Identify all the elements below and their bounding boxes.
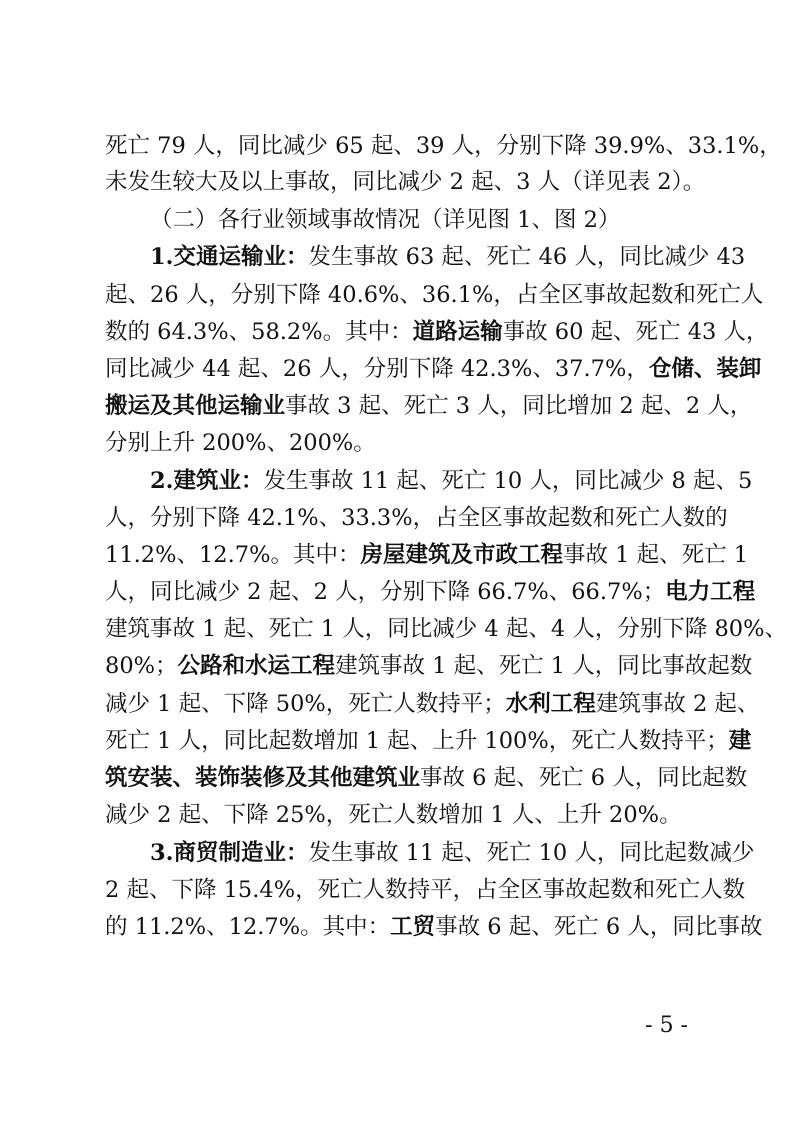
text-segment: 未发生较大及以上事故，同比减少 2 起、3 人（详见表 2）。: [105, 169, 706, 195]
text-segment: 发生事故 63 起、死亡 46 人，同比减少 43: [308, 244, 746, 270]
bold-text-segment: 搬运及其他运输业: [105, 393, 286, 419]
bold-text-segment: 3.商贸制造业：: [150, 840, 309, 866]
text-line: [105, 795, 690, 835]
text-line: [105, 684, 760, 724]
text-line: [105, 162, 706, 202]
bold-text-segment: 公路和水运工程: [177, 653, 336, 679]
text-line: [105, 126, 782, 166]
text-segment: 建筑事故 2 起、: [595, 691, 760, 717]
text-segment: 发生事故 11 起、死亡 10 人，同比起数减少: [308, 840, 755, 866]
text-segment: 人，同比减少 2 起、2 人，分别下降 66.7%、66.7%；: [105, 579, 666, 605]
bold-text-segment: 电力工程: [665, 579, 756, 605]
text-line: [150, 200, 690, 240]
page-number: - 5 -: [645, 1013, 688, 1038]
text-segment: 事故 3 起、死亡 3 人，同比增加 2 起、2 人，: [285, 393, 753, 419]
bold-text-segment: 工贸: [390, 914, 436, 940]
text-line: [150, 461, 753, 501]
text-line: [105, 758, 748, 798]
bold-text-segment: 水利工程: [505, 691, 596, 717]
text-line: [105, 646, 753, 686]
text-line: [105, 535, 749, 575]
text-segment: 的 11.2%、12.7%。其中：: [105, 914, 391, 940]
text-segment: 事故 6 起、死亡 6 人，同比事故: [435, 914, 763, 940]
text-line: [105, 349, 762, 389]
bold-text-segment: 仓储、装卸: [648, 356, 762, 382]
text-segment: （二）各行业领域事故情况（详见图 1、图 2）: [150, 207, 621, 233]
text-segment: 事故 6 起、死亡 6 人，同比起数: [420, 765, 748, 791]
text-segment: 事故 60 起、死亡 43 人，: [502, 319, 769, 345]
text-line: [105, 609, 787, 649]
text-line: [105, 572, 756, 612]
text-segment: 事故 1 起、死亡 1: [562, 542, 749, 568]
text-segment: 起、26 人，分别下降 40.6%、36.1%，占全区事故起数和死亡人: [105, 282, 764, 308]
text-line: [105, 870, 746, 910]
text-line: [105, 721, 752, 761]
bold-text-segment: 建: [728, 728, 752, 754]
bold-text-segment: 道路运输: [412, 319, 503, 345]
text-line: [105, 312, 769, 352]
text-line: [150, 237, 746, 277]
bold-text-segment: 2.建筑业：: [150, 468, 264, 494]
text-segment: 减少 2 起、下降 25%，死亡人数增加 1 人、上升 20%。: [105, 802, 682, 828]
text-segment: 死亡 1 人，同比起数增加 1 起、上升 100%，死亡人数持平；: [105, 728, 729, 754]
bold-text-segment: 1.交通运输业：: [150, 244, 309, 270]
bold-text-segment: 房屋建筑及市政工程: [360, 542, 563, 568]
text-segment: 建筑事故 1 起、死亡 1 人，同比减少 4 起、4 人，分别下降 80%、: [105, 616, 787, 642]
text-segment: 建筑事故 1 起、死亡 1 人，同比事故起数: [335, 653, 753, 679]
text-segment: 80%；: [105, 653, 178, 679]
text-line: [150, 833, 755, 873]
text-segment: 人，分别下降 42.1%、33.3%，占全区事故起数和死亡人数的: [105, 505, 728, 531]
text-line: [105, 275, 764, 315]
text-segment: 发生事故 11 起、死亡 10 人，同比减少 8 起、5: [263, 468, 753, 494]
text-line: [105, 907, 763, 947]
bold-text-segment: 筑安装、装饰装修及其他建筑业: [105, 765, 421, 791]
text-segment: 同比减少 44 起、26 人，分别下降 42.3%、37.7%，: [105, 356, 649, 382]
text-segment: 死亡 79 人，同比减少 65 起、39 人，分别下降 39.9%、33.1%，: [105, 133, 782, 159]
text-segment: 数的 64.3%、58.2%。其中：: [105, 319, 413, 345]
text-segment: 分别上升 200%、200%。: [105, 430, 376, 456]
text-segment: 11.2%、12.7%。其中：: [105, 542, 361, 568]
text-line: [105, 423, 690, 463]
text-line: [105, 386, 753, 426]
text-segment: 减少 1 起、下降 50%，死亡人数持平；: [105, 691, 506, 717]
text-segment: 2 起、下降 15.4%，死亡人数持平，占全区事故起数和死亡人数: [105, 877, 746, 903]
text-line: [105, 498, 728, 538]
